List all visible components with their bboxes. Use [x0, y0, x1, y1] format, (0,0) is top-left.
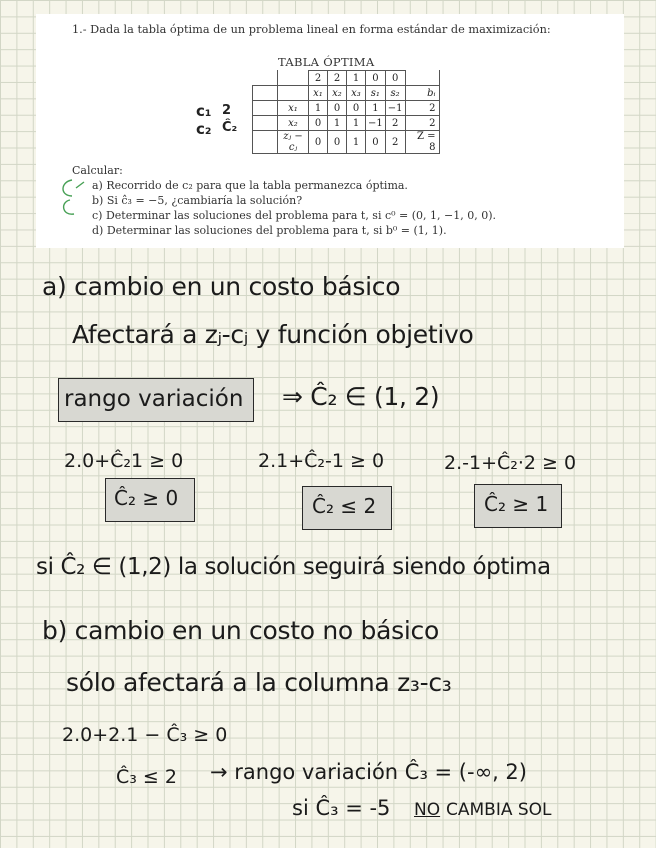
equation-1: 2.0+Ĉ₂1 ≥ 0: [64, 450, 184, 472]
result-1: Ĉ₂ ≥ 0: [114, 486, 179, 510]
question-b: b) Si ĉ₃ = −5, ¿cambiaría la solución?: [92, 194, 303, 207]
cell: 0: [328, 131, 347, 154]
question-c: c) Determinar las soluciones del problema para t, si c⁰ = (0, 1, −1, 0, 0).: [92, 209, 497, 222]
cell: 1: [347, 131, 366, 154]
basis-cost-2: [253, 116, 278, 131]
header-x1: x₁: [309, 86, 328, 101]
cell: 0: [309, 131, 328, 154]
table-caption: TABLA ÓPTIMA: [278, 55, 375, 69]
cost-row: [253, 71, 440, 86]
optimal-table: [252, 70, 440, 154]
cell: 1: [347, 116, 366, 131]
result-3: Ĉ₂ ≥ 1: [484, 492, 549, 516]
cell: 1: [366, 101, 386, 116]
question-d: d) Determinar las soluciones del problema para t, si b⁰ = (1, 1).: [92, 224, 447, 237]
header-s2: s₂: [385, 86, 405, 101]
equation-b: 2.0+2.1 − Ĉ₃ ≥ 0: [62, 724, 228, 746]
cell: 0: [328, 101, 347, 116]
conclusion-a: si Ĉ₂ ∈ (1,2) la solución seguirá siendo óptima: [36, 554, 551, 580]
cost-x1: 2: [309, 71, 328, 86]
range-result: ⇒ Ĉ₂ ∈ (1, 2): [282, 382, 440, 411]
question-a: a) Recorrido de c₂ para que la tabla permanezca óptima.: [92, 179, 408, 192]
table-row: [253, 116, 440, 131]
basis-var-1: x₁: [278, 101, 309, 116]
basis-var-2: x₂: [278, 116, 309, 131]
note-a-line2: Afectará a zⱼ-cⱼ y función objetivo: [72, 320, 474, 349]
header-x2: x₂: [328, 86, 347, 101]
equation-3: 2.-1+Ĉ₂·2 ≥ 0: [444, 452, 577, 474]
no-label: NO: [414, 800, 441, 820]
cell: 1: [309, 101, 328, 116]
range-box-label: rango variación: [64, 386, 244, 412]
header-s1: s₁: [366, 86, 386, 101]
cell: 0: [347, 101, 366, 116]
inequality-b: Ĉ₃ ≤ 2: [116, 766, 177, 788]
cell: 2: [405, 116, 439, 131]
header-b: bᵢ: [405, 86, 439, 101]
margin-note-c1: c₁: [196, 102, 212, 120]
result-2: Ĉ₂ ≤ 2: [312, 494, 377, 518]
cost-x2: 2: [328, 71, 347, 86]
cost-s1: 0: [366, 71, 386, 86]
cell: 2: [385, 116, 405, 131]
cost-x3: 1: [347, 71, 366, 86]
cell: 0: [366, 131, 386, 154]
range-b: → rango variación Ĉ₃ = (-∞, 2): [210, 760, 527, 784]
si-b: si Ĉ₃ = -5: [292, 796, 391, 820]
basis-cost-1: [253, 101, 278, 116]
table-row: [253, 101, 440, 116]
z-row: [253, 131, 440, 154]
header-row: [253, 86, 440, 101]
margin-note-c2: c₂: [196, 120, 212, 138]
z-row-label: zⱼ − cⱼ: [278, 131, 309, 154]
cell: −1: [366, 116, 386, 131]
margin-note-cb1: 2: [222, 103, 232, 118]
objective-value: Z = 8: [405, 131, 439, 154]
note-b-heading: b) cambio en un costo no básico: [42, 616, 439, 645]
header-x3: x₃: [347, 86, 366, 101]
cell: 2: [385, 131, 405, 154]
calc-label: Calcular:: [72, 164, 123, 177]
note-a-heading: a) cambio en un costo básico: [42, 272, 401, 301]
cell: 2: [405, 101, 439, 116]
cell: 0: [309, 116, 328, 131]
cambia-sol-label: CAMBIA SOL: [446, 800, 552, 820]
cell: −1: [385, 101, 405, 116]
problem-statement: 1.- Dada la tabla óptima de un problema lineal en forma estándar de maximización:: [72, 23, 551, 36]
cell: 1: [328, 116, 347, 131]
equation-2: 2.1+Ĉ₂-1 ≥ 0: [258, 450, 385, 472]
green-check-annotation: [54, 174, 90, 224]
note-b-line2: sólo afectará a la columna z₃-c₃: [66, 668, 452, 697]
margin-note-cb2: Ĉ₂: [222, 120, 238, 135]
cost-s2: 0: [385, 71, 405, 86]
printed-problem-sheet: [36, 14, 624, 248]
